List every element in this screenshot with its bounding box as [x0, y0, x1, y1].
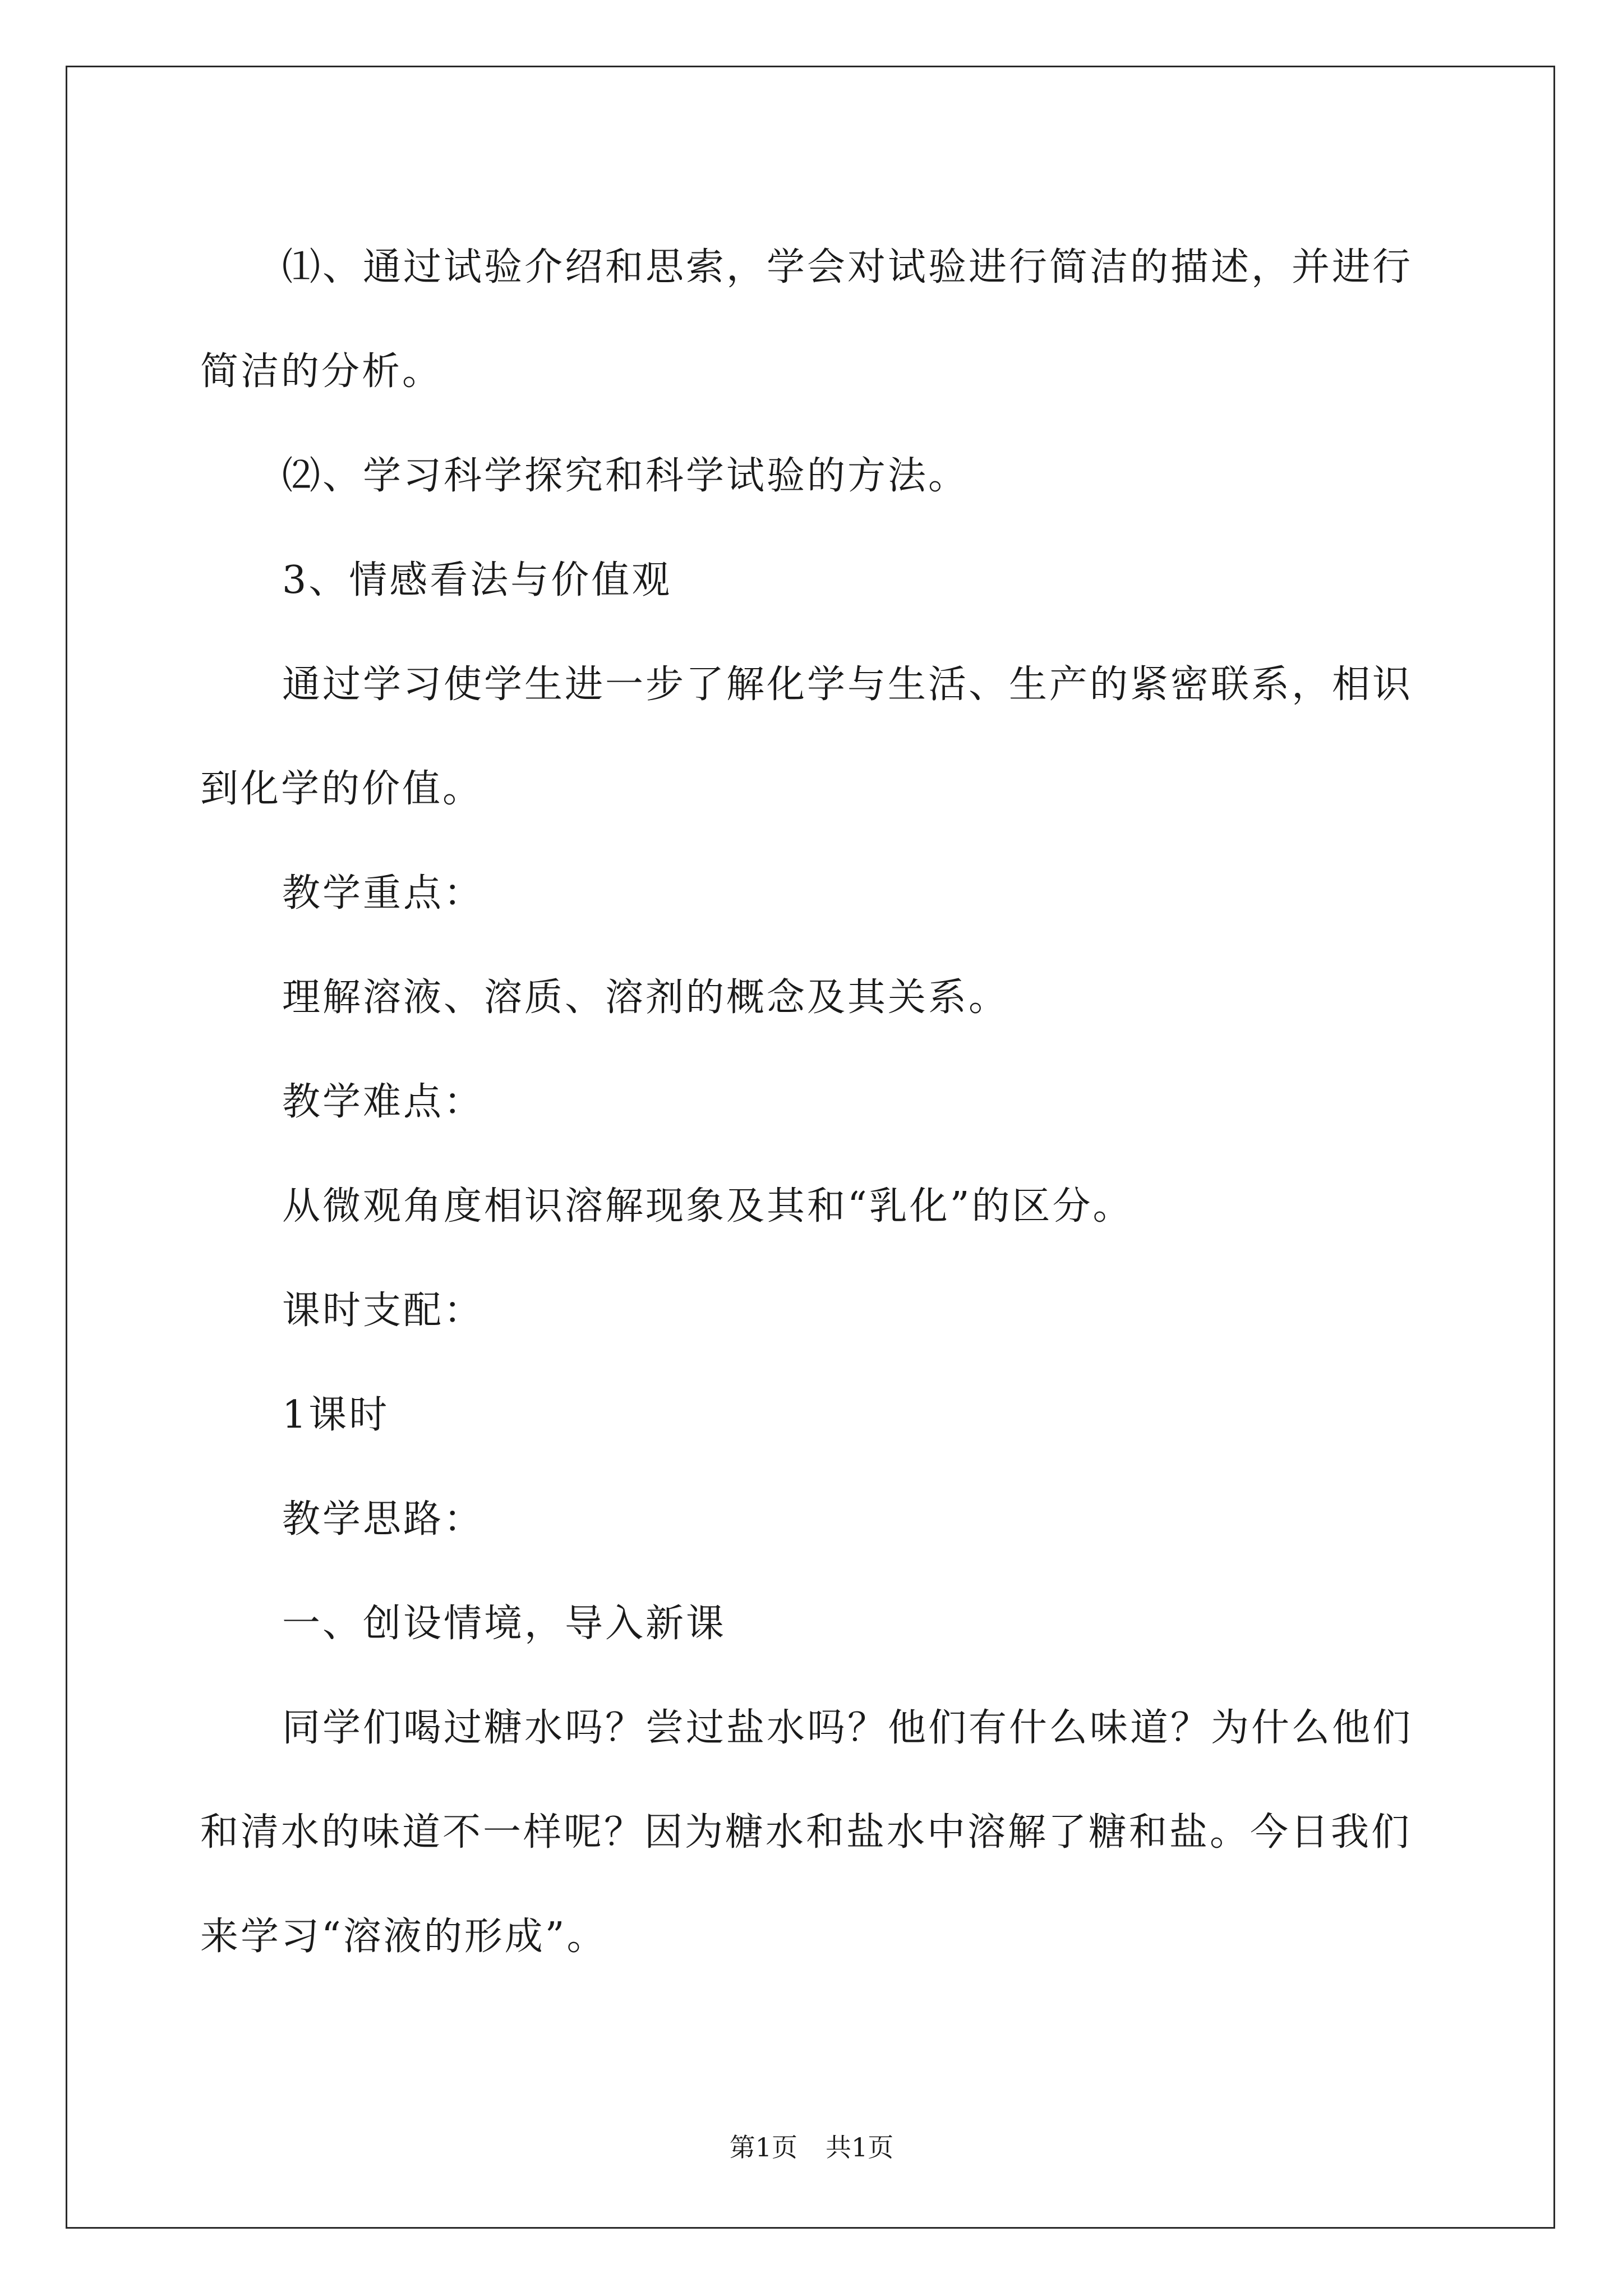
step-one-heading: 一、创设情境，导入新课 — [282, 1602, 727, 1646]
page-footer — [0, 2131, 1623, 2164]
section-heading-values: 3、情感看法与价值观 — [282, 558, 672, 602]
page-number-current: 第1页 — [729, 2132, 797, 2162]
difficulties-heading: 教学难点： — [282, 1080, 485, 1124]
key-points-heading: 教学重点： — [282, 871, 485, 915]
intro-line-2: 和清水的味道不一样呢？因为糖水和盐水中溶解了糖和盐。今日我们 — [200, 1810, 1412, 1855]
document-body — [200, 215, 1431, 1989]
intro-line-1: 同学们喝过糖水吗？尝过盐水吗？他们有什么味道？为什么他们 — [282, 1706, 1413, 1750]
difficulties-text: 从微观角度相识溶解现象及其和“乳化”的区分。 — [282, 1184, 1133, 1228]
objective-1-line-1: ⑴、通过试验介绍和思索，学会对试验进行简洁的描述，并进行 — [282, 245, 1413, 289]
values-line-1: 通过学习使学生进一步了解化学与生活、生产的紧密联系，相识 — [282, 662, 1413, 707]
schedule-heading: 课时支配： — [282, 1289, 485, 1333]
page-number-total: 共1页 — [826, 2132, 894, 2162]
schedule-text: 1课时 — [282, 1393, 390, 1437]
key-points-text: 理解溶液、溶质、溶剂的概念及其关系。 — [282, 976, 1009, 1020]
values-line-2: 到化学的价值。 — [200, 767, 483, 811]
intro-line-3: 来学习“溶液的形成”。 — [200, 1915, 607, 1959]
approach-heading: 教学思路： — [282, 1497, 485, 1542]
objective-1-line-2: 简洁的分析。 — [200, 349, 443, 394]
objective-2: ⑵、学习科学探究和科学试验的方法。 — [282, 454, 969, 498]
